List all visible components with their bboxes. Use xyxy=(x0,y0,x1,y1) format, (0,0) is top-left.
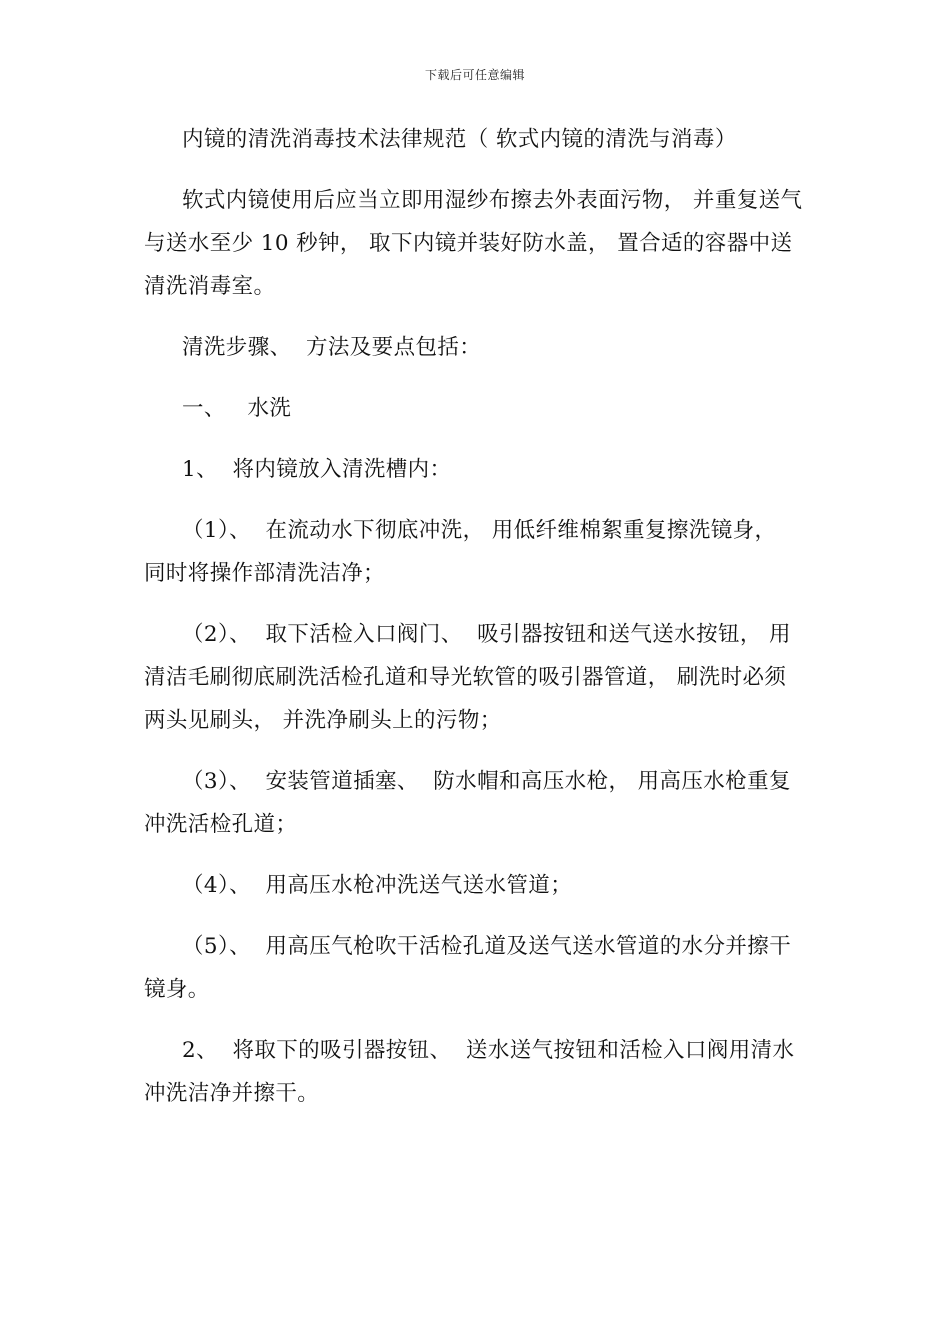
list-item-step-1: 1、 将内镜放入清洗槽内： xyxy=(182,457,452,482)
document-body xyxy=(144,118,804,1115)
document-title: 内镜的清洗消毒技术法律规范（ 软式内镜的清洗与消毒） xyxy=(182,127,737,152)
paragraph-steps-heading: 清洗步骤、 方法及要点包括： xyxy=(182,335,482,360)
list-item-substep-2: （2）、 取下活检入口阀门、 吸引器按钮和送气送水按钮， 用清洁毛刷彻底刷洗活检孔道和导光软管的吸引器管道， 刷洗时必须两头见刷头， 并洗净刷头上的污物； xyxy=(144,622,791,733)
list-item-substep-5: （5）、 用高压气枪吹干活检孔道及送气送水管道的水分并擦干镜身。 xyxy=(144,934,792,1002)
list-item-substep-1: （1）、 在流动水下彻底冲洗， 用低纤维棉絮重复擦洗镜身， 同时将操作部清洗洁净； xyxy=(144,518,791,586)
page-header-note: 下载后可任意编辑 xyxy=(424,68,525,82)
section-heading-water-wash: 一、 水洗 xyxy=(182,396,292,421)
list-item-substep-3: （3）、 安装管道插塞、 防水帽和高压水枪， 用高压水枪重复冲洗活检孔道； xyxy=(144,769,791,837)
list-item-step-2: 2、 将取下的吸引器按钮、 送水送气按钮和活检入口阀用清水冲洗洁净并擦干。 xyxy=(144,1038,795,1106)
paragraph-intro: 软式内镜使用后应当立即用湿纱布擦去外表面污物， 并重复送气与送水至少 10 秒钟， 取下内镜并装好防水盖， 置合适的容器中送清洗消毒室。 xyxy=(144,188,803,299)
list-item-substep-4: （4）、 用高压水枪冲洗送气送水管道； xyxy=(182,873,573,898)
